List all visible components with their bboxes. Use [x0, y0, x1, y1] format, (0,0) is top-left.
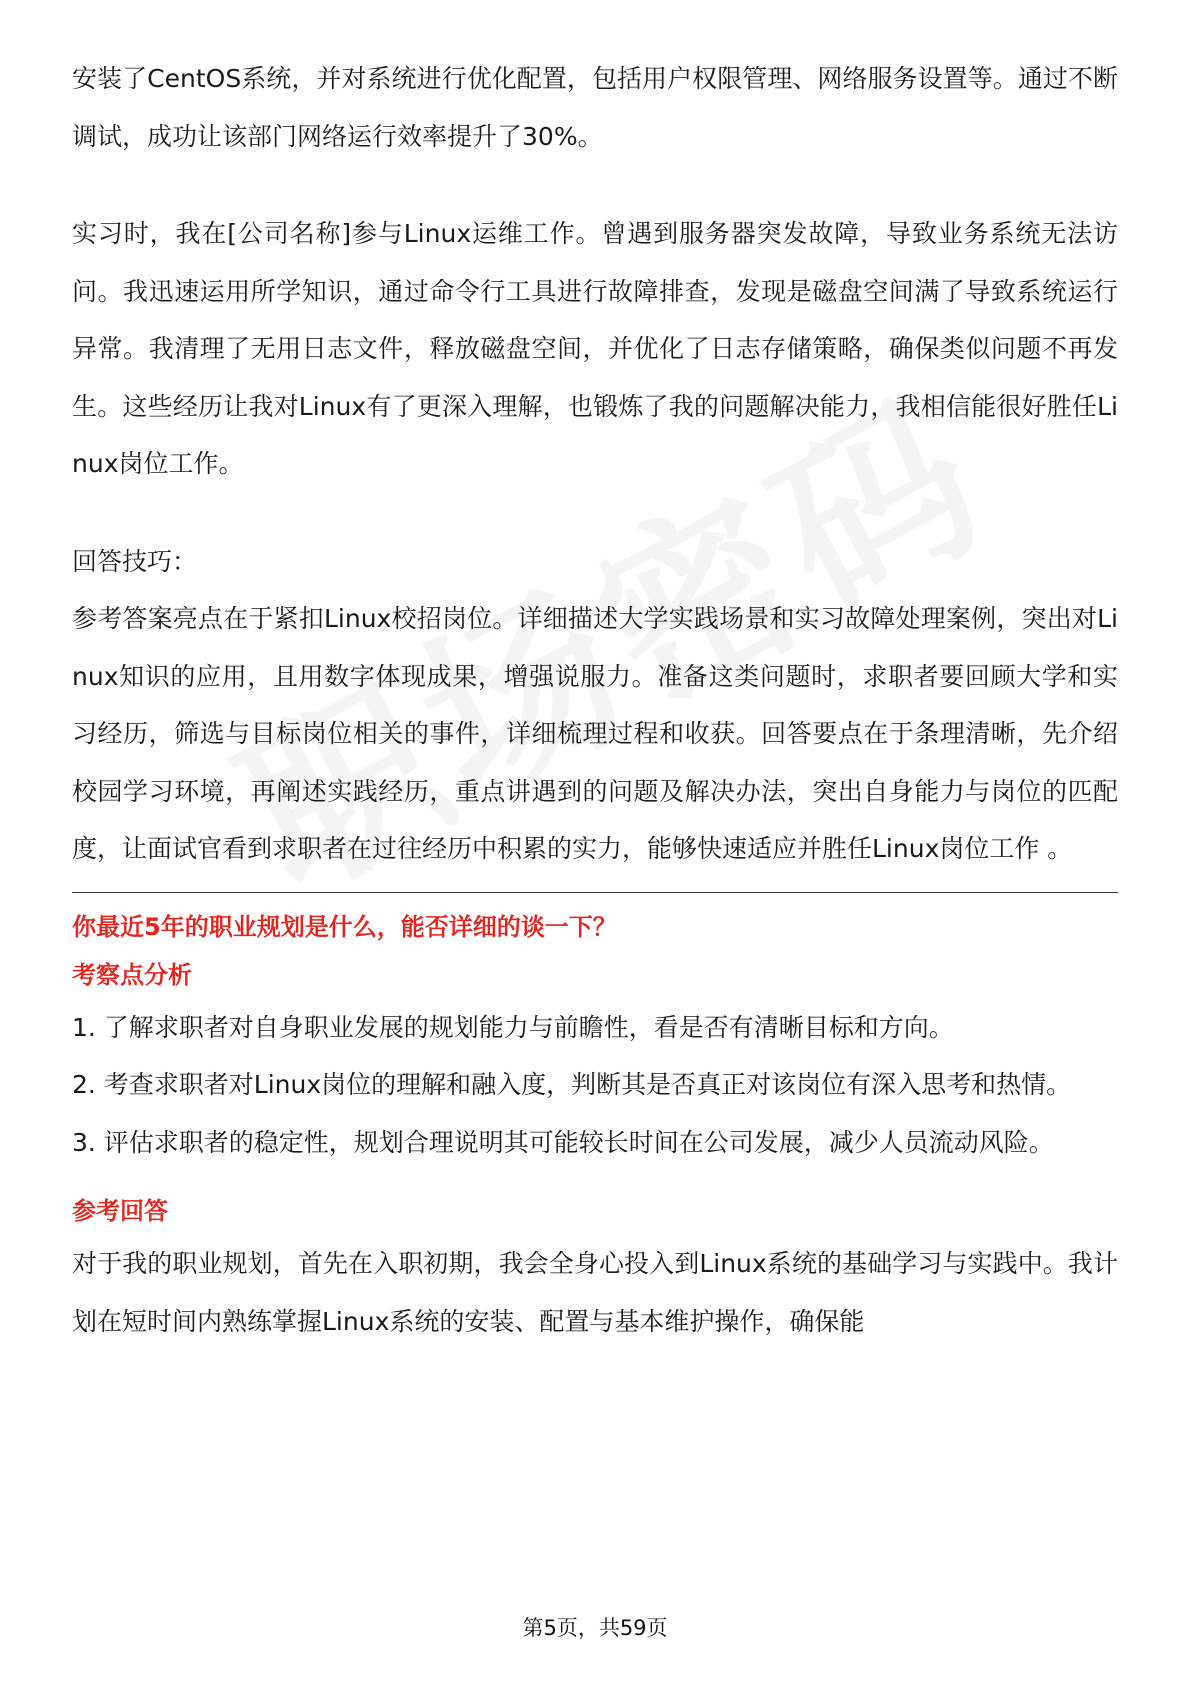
analysis-item: 1. 了解求职者对自身职业发展的规划能力与前瞻性，看是否有清晰目标和方向。 — [72, 1012, 954, 1042]
tips-label: 回答技巧： — [72, 546, 198, 576]
analysis-list — [72, 999, 1118, 1172]
paragraph-experience-continued: 安装了CentOS系统，并对系统进行优化配置，包括用户权限管理、网络服务设置等。通过不断调试，成功让该部门网络运行效率提升了30%。 — [72, 64, 1118, 151]
tips-text: 参考答案亮点在于紧扣Linux校招岗位。详细描述大学实践场景和实习故障处理案例，突出对Linux知识的应用，且用数字体现成果，增强说服力。准备这类问题时，求职者要回顾大学和实习经历，筛选与目标岗位相关的事件，详细梳理过程和收获。回答要点在于条理清晰，先介绍校园学习环境，再阐述实践经历，重点讲遇到的问题及解决办法，突出自身能力与岗位的匹配度，让面试官看到求职者在过往经历中积累的实力，能够快速适应并胜任Linux岗位工作 。 — [72, 604, 1118, 863]
analysis-heading: 考察点分析 — [72, 960, 192, 989]
document-page — [72, 50, 1118, 1350]
section-divider — [72, 892, 1118, 893]
question-title: 你最近5年的职业规划是什么，能否详细的谈一下？ — [72, 912, 617, 941]
paragraph-internship: 实习时，我在[公司名称]参与Linux运维工作。曾遇到服务器突发故障，导致业务系统无法访问。我迅速运用所学知识，通过命令行工具进行故障排查，发现是磁盘空间满了导致系统运行异常。我清理了无用日志文件，释放磁盘空间，并优化了日志存储策略，确保类似问题不再发生。这些经历让我对Linux有了更深入理解，也锻炼了我的问题解决能力，我相信能很好胜任Linux岗位工作。 — [72, 219, 1118, 478]
analysis-item: 3. 评估求职者的稳定性，规划合理说明其可能较长时间在公司发展，减少人员流动风险。 — [72, 1127, 1054, 1157]
answer-heading: 参考回答 — [72, 1197, 168, 1225]
page-number: 第5页，共59页 — [522, 1616, 668, 1640]
answer-text: 对于我的职业规划，首先在入职初期，我会全身心投入到Linux系统的基础学习与实践中。我计划在短时间内熟练掌握Linux系统的安装、配置与基本维护操作，确保能 — [72, 1249, 1118, 1336]
analysis-item: 2. 考查求职者对Linux岗位的理解和融入度，判断其是否真正对该岗位有深入思考和热情。 — [72, 1070, 1072, 1099]
